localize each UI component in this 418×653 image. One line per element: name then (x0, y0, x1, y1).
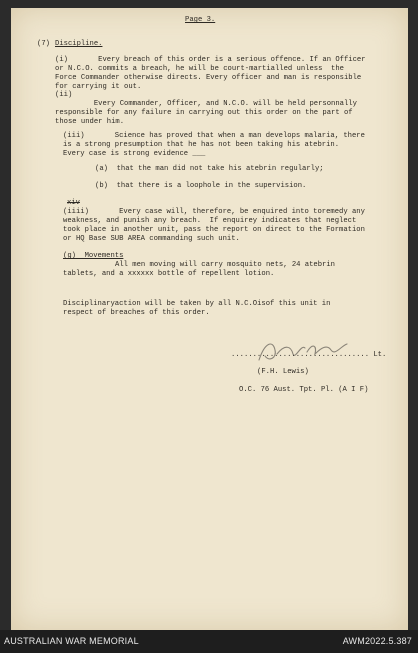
para-iii-line-1: (iii) Science has proved that when a man develops malaria, there (63, 132, 365, 140)
para-i-line-4: for carrying it out. (55, 83, 142, 91)
para-iii-line-2: is a strong presumption that he has not been taking his atebrin. (63, 141, 340, 149)
signatory-name: (F.H. Lewis) (257, 368, 309, 376)
para-i-line-3: Force Commander otherwise directs. Every officer and man is responsible (55, 74, 362, 82)
footer-accession-number: AWM2022.5.387 (342, 636, 412, 646)
page-number: Page 3. (185, 16, 216, 24)
archive-footer (0, 630, 418, 653)
para-ii-line-3: responsible for any failure in carrying out this order on the part of (55, 109, 353, 117)
para-i-line-2: or N.C.O. commits a breach, he will be court-martialled unless the (55, 65, 344, 73)
para-iv-line-2: weakness, and punish any breach. If enquirey indicates that neglect (63, 217, 357, 225)
footer-institution: AUSTRALIAN WAR MEMORIAL (4, 636, 139, 646)
para-i-line-1: (i) Every breach of this order is a serious offence. If an Officer (55, 56, 366, 64)
item-a: (a) that the man did not take his atebrin regularly; (95, 165, 324, 173)
signatory-role: O.C. 76 Aust. Tpt. Pl. (A I F) (239, 386, 369, 394)
para-iv-line-1: (iiii) Every case will, therefore, be enquired into toremedy any (63, 208, 365, 216)
section-number: (7) (37, 40, 50, 48)
para-iii-line-3: Every case is strong evidence ___ (63, 150, 206, 158)
para-iv-line-3: took place in another unit, pass the report on direct to the Formation (63, 226, 365, 234)
para-ii-line-2: Every Commander, Officer, and N.C.O. will be held personnally (55, 100, 357, 108)
item-b: (b) that there is a loophole in the supervision. (95, 182, 307, 190)
closing-line-2: respect of breaches of this order. (63, 309, 210, 317)
para-iv-struck-number: xiv (67, 199, 80, 207)
signature-line: ................................ Lt. (231, 351, 387, 359)
section-title: Discipline. (55, 40, 103, 48)
movements-line-2: tablets, and a xxxxxx bottle of repellent lotion. (63, 270, 275, 278)
movements-line-1: All men moving will carry mosquito nets, 24 atebrin (115, 261, 335, 269)
document-page (11, 8, 408, 630)
para-ii-line-1: (ii) (55, 91, 73, 99)
para-ii-line-4: those under him. (55, 118, 125, 126)
closing-line-1: Disciplinaryaction will be taken by all N.C.Oisof this unit in (63, 300, 331, 308)
para-iv-line-4: or HQ Base SUB AREA commanding such unit. (63, 235, 240, 243)
movements-heading: (g) Movements (63, 252, 124, 260)
